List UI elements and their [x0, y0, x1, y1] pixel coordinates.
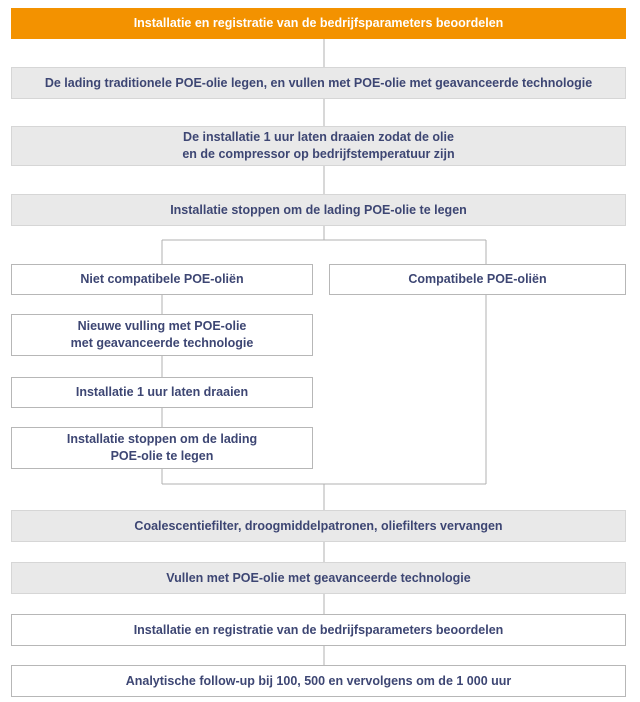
- flow-step-drain-refill: [11, 67, 626, 99]
- flow-step-replace-filters-label: Coalescentiefilter, droogmiddelpatronen, oliefilters vervangen: [134, 518, 503, 533]
- flow-step-replace-filters: [11, 510, 626, 542]
- flow-step-stop-drain-label: Installatie stoppen om de lading POE-olie te legen: [170, 202, 467, 217]
- branch-compatible: [329, 264, 626, 295]
- branch-incompatible-step-refill: [11, 314, 313, 356]
- flow-step-analytical-followup-label: Analytische follow-up bij 100, 500 en vervolgens om de 1 000 uur: [125, 673, 512, 688]
- branch-incompatible-step-run-label: Installatie 1 uur laten draaien: [75, 385, 249, 399]
- flow-step-fill-advanced-oil-label: Vullen met POE-olie met geavanceerde technologie: [166, 570, 471, 585]
- flow-step-start: [11, 8, 626, 39]
- branch-incompatible: [11, 264, 313, 295]
- flow-step-drain-refill-label: De lading traditionele POE-olie legen, en vullen met POE-olie met geavanceerde technologie: [44, 75, 593, 90]
- branch-incompatible-step-refill-label: Nieuwe vulling met POE-olie met geavanceerde technologie: [70, 319, 254, 350]
- branch-incompatible-step-run: [11, 377, 313, 408]
- flow-step-run-one-hour: [11, 126, 626, 166]
- branch-incompatible-step-stop-label: Installatie stoppen om de lading POE-olie te legen: [66, 432, 258, 463]
- branch-incompatible-step-stop: [11, 427, 313, 469]
- flow-step-fill-advanced-oil: [11, 562, 626, 594]
- flow-step-evaluate-parameters: [11, 614, 626, 646]
- flow-step-run-one-hour-label: De installatie 1 uur laten draaien zodat de olie en de compressor op bedrijfstemperatuur zijn: [182, 130, 455, 161]
- branch-incompatible-label: Niet compatibele POE-oliën: [80, 272, 244, 286]
- flow-step-analytical-followup: [11, 665, 626, 697]
- branch-compatible-label: Compatibele POE-oliën: [408, 272, 547, 286]
- flow-step-evaluate-parameters-label: Installatie en registratie van de bedrijfsparameters beoordelen: [133, 622, 504, 637]
- flow-step-stop-drain: [11, 194, 626, 226]
- flow-step-start-label: Installatie en registratie van de bedrijfsparameters beoordelen: [133, 16, 504, 30]
